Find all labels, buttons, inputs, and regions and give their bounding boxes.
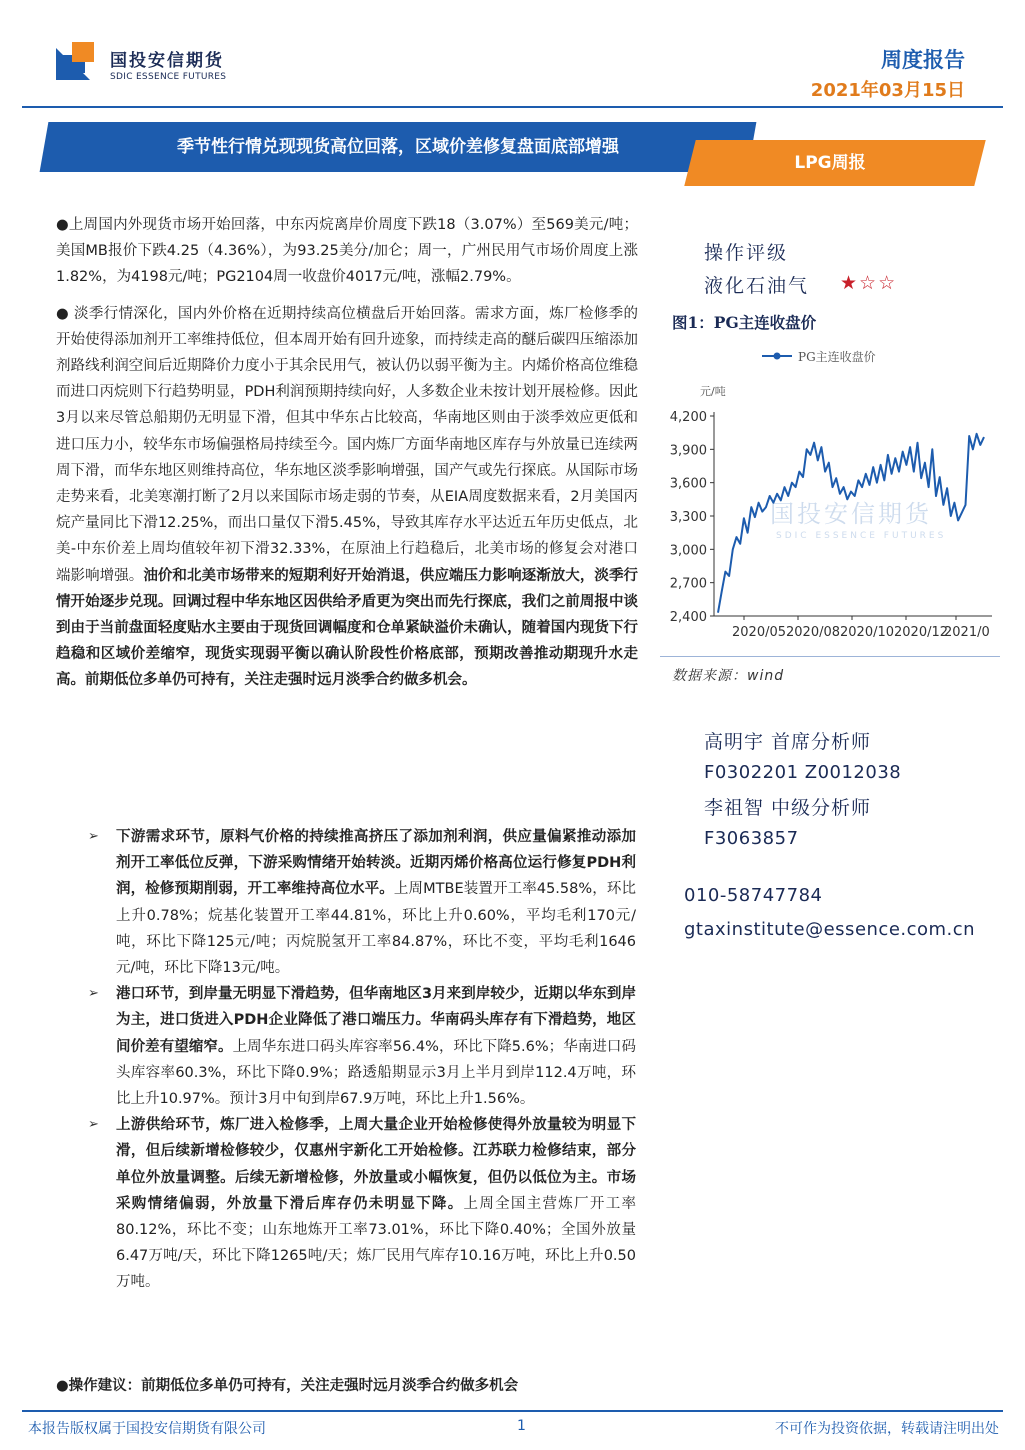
analyst-license: F3063857 — [704, 828, 799, 849]
bullet-heading: 港口环节，到岸量无明显下滑趋势，但华南地区3月来到岸较少，近期以华东到岸为主，进口货进入PDH企业降低了港口端压力。华南码头库存有下滑趋势，地区间价差有望缩窄。 — [116, 986, 636, 1055]
y-tick-label: 2,400 — [669, 610, 707, 625]
bullet-detail: 上周全国主营炼厂开工率80.12%，环比不变；山东地炼开工率73.01%，环比下降0.40%；全国外放量6.47万吨/天，环比下降1265吨/天；炼厂民用气库存10.16万吨，环比上升0.50万吨。 — [116, 1195, 636, 1291]
report-title: 季节性行情兑现现货高位回落，区域价差修复盘面底部增强 — [177, 137, 619, 157]
footer-divider — [22, 1410, 1003, 1412]
list-item — [88, 1112, 636, 1295]
bullet-heading: 上游供给环节，炼厂进入检修季，上周大量企业开始检修使得外放量较为明显下滑，但后续新增检修较少，仅惠州宇新化工开始检修。江苏联力检修结束，部分单位外放量调整。后续无新增检修，外放量或小幅恢复，但仍以低位为主。市场采购情绪偏弱，外放量下滑后库存仍未明显下降。 — [116, 1117, 636, 1212]
list-item — [88, 824, 636, 981]
rating-item: 液化石油气 — [704, 275, 810, 297]
y-tick-label: 2,700 — [669, 576, 707, 592]
footer-disclaimer: 不可作为投资依据，转载请注明出处 — [775, 1421, 999, 1437]
watermark-en: SDIC ESSENCE FUTURES — [776, 531, 947, 541]
x-tick-label: 2020/12 — [894, 625, 949, 640]
x-tick-label: 2021/0 — [944, 625, 990, 640]
header-divider — [22, 106, 1003, 108]
arrow-bullet-icon: ➢ — [88, 829, 99, 844]
analyst-name: 李祖智 中级分析师 — [704, 797, 872, 819]
legend-label: PG主连收盘价 — [798, 350, 876, 364]
rating-stars: ★☆☆ — [840, 272, 898, 294]
bullet-detail: 上周华东进口码头库容率56.4%，环比下降5.6%；华南进口码头库容率60.3%，环比下降0.9%；路透船期显示3月上半月到岸112.4万吨，环比上升10.97%。预计3月中旬到岸67.9万吨，环比上升1.56%。 — [116, 1038, 636, 1108]
y-tick-label: 3,000 — [669, 543, 707, 559]
report-tag: LPG周报 — [794, 153, 866, 173]
analyst-license: F0302201 Z0012038 — [704, 762, 902, 783]
y-tick-label: 3,300 — [669, 510, 707, 525]
bullet-heading: 下游需求环节，原料气价格的持续推高挤压了添加剂利润，供应量偏紧推动添加剂开工率低位反弹，下游采购情绪开始转淡。近期丙烯价格高位运行修复PDH利润，检修预期削弱，开工率维持高位水平。 — [116, 829, 636, 898]
arrow-bullet-icon: ➢ — [88, 986, 99, 1002]
rating-title: 操作评级 — [704, 242, 789, 264]
analysis-conclusion: 油价和北美市场带来的短期利好开始消退，供应端压力影响逐渐放大，淡季行情开始逐步兑现。回调过程中华东地区因供给矛盾更为突出而先行探底，我们之前周报中谈到由于当前盘面轻度贴水主要由于现货回调幅度和仓单紧缺溢价未确认，随着国内现货下行趋稳和区域价差缩窄，现货实现弱平衡以确认阶段性价格底部，预期改善推动期现升水走高。前期低位多单仍可持有，关注走强时远月淡季合约做多机会。 — [56, 567, 639, 689]
report-date: 2021年03月15日 — [810, 80, 965, 101]
arrow-bullet-icon: ➢ — [88, 1117, 99, 1133]
list-item — [88, 981, 636, 1112]
x-tick-label: 2020/10 — [840, 625, 895, 640]
page-number: 1 — [517, 1418, 526, 1434]
brand-name: 国投安信期货 — [110, 51, 224, 71]
contact-phone: 010-58747784 — [684, 885, 823, 906]
figure-title: 图1：PG主连收盘价 — [672, 313, 817, 332]
contact-email[interactable]: gtaxinstitute@essence.com.cn — [684, 919, 976, 940]
bullet-detail: 上周MTBE装置开工率45.58%，环比上升0.78%；烷基化装置开工率44.81%，环比上升0.60%，平均毛利170元/吨，环比下降125元/吨；丙烷脱氢开工率84.87%，环比不变，平均毛利1646元/吨，环比下降13元/吨。 — [116, 881, 637, 977]
x-tick-label: 2020/05 — [732, 625, 787, 640]
footer-copyright: 本报告版权属于国投安信期货有限公司 — [28, 1421, 266, 1437]
bullet-list — [88, 824, 636, 1296]
brand-name-en: SDIC ESSENCE FUTURES — [110, 72, 227, 82]
legend-marker — [774, 353, 781, 360]
watermark: 国投安信期货 — [770, 500, 932, 528]
analysis-text: ● 淡季行情深化，国内外价格在近期持续高位横盘后开始回落。需求方面，炼厂检修季的开始使得添加剂开工率维持低位，但本周开始有回升迹象，而持续走高的醚后碳四压缩添加剂路线利润空间后近期降价力度小于其余民用气，被认仍以弱平衡为主。内烯价格高位维稳而进口丙烷则下行趋势明显，PDH利润预期持续向好，人多数企业未按计划开展检修。因此3月以来尽管总船期仍无明显下滑，但其中华东占比较高，华南地区则由于淡季效应更低和进口压力小，较华东市场偏强格局持续至今。国内炼厂方面华南地区库存与外放量已连续两周下滑，而华东地区则维持高位，华东地区淡季影响增强，国产气或先行探底。从国际市场走势来看，北美寒潮打断了2月以来国际市场走弱的节奏，从EIA周度数据来看，2月美国丙烷产量同比下滑12.25%，而出口量仅下滑5.45%，导致其库存水平达近五年历史低点，北美-中东价差上周均值较年初下滑32.33%，在原油上行趋稳后，北美市场的修复会对港口端影响增强。 — [56, 305, 638, 584]
y-tick-label: 3,600 — [669, 476, 707, 492]
x-tick-label: 2020/08 — [786, 625, 841, 640]
sidebar-divider — [660, 656, 1000, 657]
operation-advice: ●操作建议：前期低位多单仍可持有，关注走强时远月淡季合约做多机会 — [56, 1378, 519, 1394]
paragraph-market-summary: ●上周国内外现货市场开始回落，中东丙烷离岸价周度下跌18（3.07%）至569美元/吨；美国MB报价下跌4.25（4.36%），为93.25美分/加仑；周一，广州民用气市场价周度上涨1.82%，为4198元/吨；PG2104周一收盘价4017元/吨，涨幅2.79%。 — [56, 217, 638, 286]
y-tick-label: 4,200 — [669, 410, 707, 425]
y-tick-label: 3,900 — [669, 443, 707, 459]
analyst-name: 高明宇 首席分析师 — [704, 731, 872, 753]
main-body — [56, 212, 638, 704]
report-type: 周度报告 — [881, 48, 965, 72]
paragraph-analysis — [56, 301, 638, 694]
y-axis-label: 元/吨 — [700, 385, 726, 398]
company-logo — [56, 42, 100, 80]
data-source: 数据来源：wind — [672, 668, 785, 684]
